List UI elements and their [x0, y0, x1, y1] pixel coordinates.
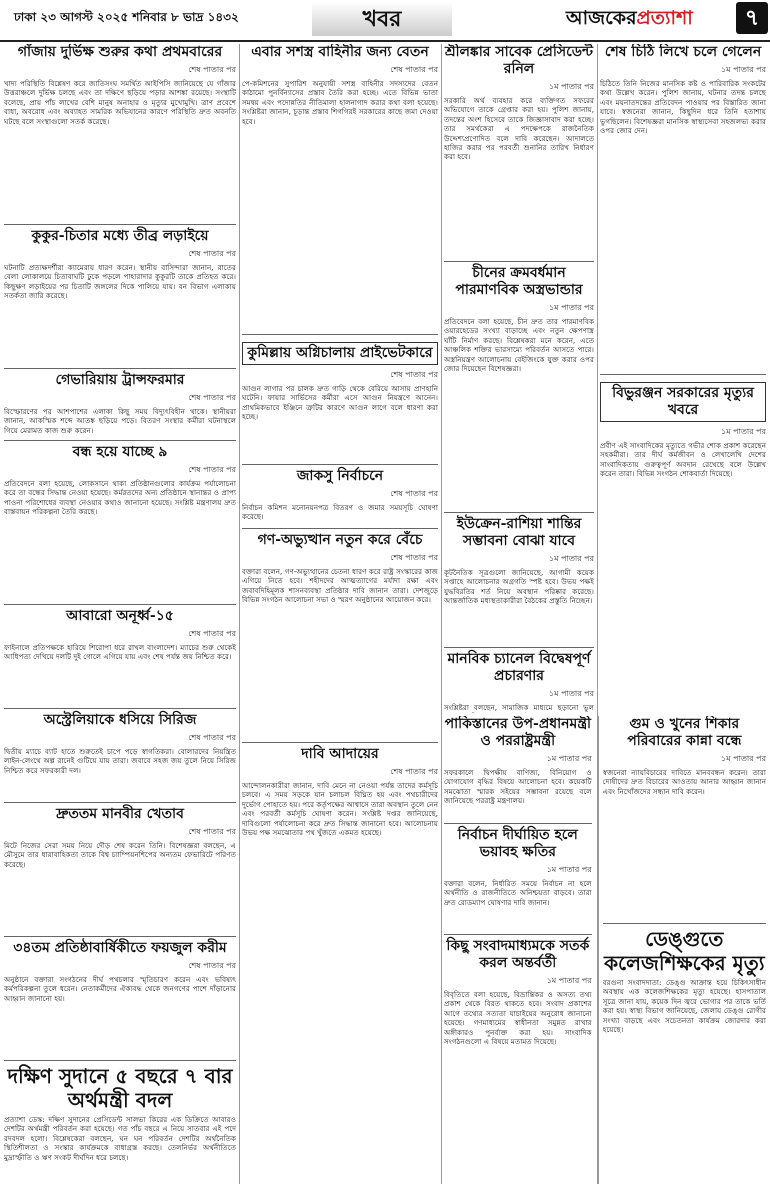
article-headline: শ্রীলঙ্কার সাবেক প্রেসিডেন্ট রনিল [444, 44, 594, 77]
article-body: মিটে নিজের সেরা সময় নিয়ে দৌড় শেষ করেন তিনি। বিশেষজ্ঞরা বলছেন, এ মৌসুমে তার ধারাবাহিকতা তাকে বিশ্ব চ্যাম্পিয়নশিপের অন্যতম ফেভারিটে পরিণত করেছে। [4, 841, 236, 869]
article-body: সফরকালে দ্বিপক্ষীয় বাণিজ্য, বিনিয়োগ ও যোগাযোগ বৃদ্ধির বিষয়ে আলোচনা হবে। কয়েকটি সমঝোতা স্মারক সইয়ের সম্ভাবনা রয়েছে বলে জানিয়েছে পররাষ্ট্র মন্ত্রণালয়। [444, 768, 592, 806]
article [444, 647, 594, 713]
article-headline: গুম ও খুনের শিকার পরিবারের কান্না বন্ধে [627, 716, 742, 749]
article-body: বরগুনা সংবাদদাতা: ডেঙ্গু আক্রান্ত হয়ে চিকিৎসাধীন অবস্থায় এক কলেজশিক্ষকের মৃত্যু হয়েছে। হাসপাতাল সূত্রে জানা যায়, কয়েক দিন জ্বরে ভোগার পর তাকে ভর্তি করা হয়। স্বাস্থ্য বিভাগ জানিয়েছে, জেলায় ডেঙ্গু রোগীর সংখ্যা বাড়ছে এবং সচেতনতা কার্যক্রম জোরদার করা হয়েছে। [602, 978, 766, 1035]
continued-note: ১ম পাতার পর [720, 754, 766, 763]
article-headline: পাকিস্তানের উপ-প্রধানমন্ত্রী ও পররাষ্ট্রমন্ত্রী [444, 716, 592, 749]
section-title: খবর [312, 2, 452, 36]
article-headline: আবারো অনূর্ধ্ব-১৫ [66, 608, 174, 624]
article-body: বক্তারা বলেন, নির্ধারিত সময়ে নির্বাচন না হলে অর্থনীতি ও রাজনীতিতে অনিশ্চয়তা বাড়বে। তারা দ্রুত রোডম্যাপ ঘোষণার দাবি জানান। [444, 879, 592, 907]
article-headline: ৩৪তম প্রতিষ্ঠাবার্ষিকীতে ফয়জুল করীম [13, 940, 227, 956]
continued-note: শেষ পাতার পর [390, 65, 438, 74]
article-headline: এবার সশস্ত্র বাহিনীর জন্য বেতন [251, 44, 429, 60]
article [600, 44, 766, 369]
article-headline: দক্ষিণ সুদানে ৫ বছরে ৭ বার অর্থমন্ত্রী বদল [7, 1064, 233, 1112]
article-body: পে-কমিশনের সুপারিশ অনুযায়ী সশস্ত্র বাহিনীর সদস্যদের বেতন কাঠামো পুনর্বিন্যাসের প্রস্তাব তৈরি করা হচ্ছে। এতে বিভিন্ন ভাতা সমন্বয় এবং পদোন্নতির নীতিমালা হালনাগাদ করার কথা বলা হয়েছে। সংশ্লিষ্টরা জানান, চূড়ান্ত প্রস্তাব শিগগিরই সরকারের কাছে জমা দেওয়া হবে। [242, 79, 438, 126]
continued-note: শেষ পাতার পর [188, 249, 236, 258]
continued-note: শেষ পাতার পর [188, 961, 236, 970]
continued-note: ১ম পাতার পর [548, 689, 594, 698]
article-body: খাদ্য পরিস্থিতি বিশ্লেষণ করে জাতিসংঘ সমর্থিত আইপিসি জানিয়েছে যে গাঁজার উত্তরাঞ্চলে দুর্ভিক্ষ চলছে এবং তা দক্ষিণে ছড়িয়ে পড়ার আশঙ্কা রয়েছে। সংস্থাটি বলেছে, প্রায় পাঁচ লাখের বেশি মানুষ অনাহার ও মৃত্যুর মুখোমুখি। ত্রাণ প্রবেশে বাধা, অবরোধ এবং অব্যাহত সামরিক অভিযানের কারণে পরিস্থিতি দ্রুত অবনতি ঘটছে বলে সংস্থাগুলো সতর্ক করেছে। [4, 79, 236, 126]
column-2 [242, 44, 438, 1184]
article-body: নির্বাচন কমিশন মনোনয়নপত্র বিতরণ ও জমার সময়সূচি ঘোষণা করেছে। [242, 503, 438, 522]
masthead-logo [566, 4, 693, 36]
article-headline: দ্রুততম মানবীর খেতাব [56, 806, 184, 822]
article-headline: বিভুরঞ্জন সরকারের মৃত্যুর খবরে [600, 382, 766, 422]
continued-note: ১ম পাতার পর [548, 82, 594, 91]
lower-right-area [444, 716, 766, 1184]
article-headline: কিছু সংবাদমাধ্যমকে সতর্ক করল অন্তর্বর্তী [446, 938, 590, 971]
article [444, 261, 594, 507]
column-3-bottom [444, 716, 592, 1184]
article [4, 708, 236, 797]
article [242, 528, 438, 737]
article [242, 464, 438, 523]
article [444, 934, 592, 1184]
logo-part-b: প্রত্যাশা [636, 7, 693, 29]
article [444, 512, 594, 644]
article [4, 368, 236, 435]
article [4, 44, 236, 219]
article [242, 742, 438, 1184]
article-headline: শেষ চিঠি লিখে চলে গেলেন [604, 44, 762, 60]
article-headline: জাকসু নির্বাচনে [296, 468, 384, 484]
lower-right-columns [444, 716, 766, 1184]
article-body: বিবৃতিতে বলা হয়েছে, বিভ্রান্তিকর ও অসত্য তথ্য প্রকাশ থেকে বিরত থাকতে হবে। সংবাদ প্রকাশের আগে তথ্যের সত্যতা যাচাইয়ের অনুরোধ জানানো হয়েছে। গণমাধ্যমের স্বাধীনতা সমুন্নত রাখার অঙ্গীকারও পুনর্ব্যক্ত করা হয়। সাংবাদিক সংগঠনগুলো এ বিষয়ে মতামত দিয়েছে। [444, 990, 592, 1047]
article [4, 440, 236, 599]
article [444, 823, 592, 929]
article-headline: গাঁজায় দুর্ভিক্ষ শুরুর কথা প্রথমবারের [17, 44, 223, 60]
article [600, 374, 766, 764]
page-header [0, 0, 770, 42]
article-headline: অস্ট্রেলিয়াকে ধসিয়ে সিরিজ [43, 712, 197, 728]
continued-note: শেষ পাতার পর [188, 465, 236, 474]
article-body: ঘটনাটি প্রত্যক্ষদর্শীরা ক্যামেরায় ধারণ করেন। স্থানীয় বাসিন্দারা জানান, রাতের বেলা লোকালয়ে চিতাবাঘটি ঢুকে পড়লে পাহারাদার কুকুরটি তাকে প্রতিহত করে। কিছুক্ষণ লড়াইয়ের পর চিতাটি জঙ্গলের দিকে পালিয়ে যায়। বন বিভাগ এলাকায় সতর্কতা জারি করেছে। [4, 263, 236, 301]
article [4, 224, 236, 363]
article [242, 334, 438, 459]
issue-date: ঢাকা ২৩ আগস্ট ২০২৫ শনিবার ৮ ভাদ্র ১৪৩২ [14, 10, 239, 24]
article-headline: দাবি আদায়ের [301, 746, 379, 762]
continued-note: শেষ পাতার পর [188, 733, 236, 742]
column-1 [4, 44, 236, 1184]
continued-note: শেষ পাতার পর [188, 393, 236, 402]
article-body: সংশ্লিষ্টরা বলছেন, সামাজিক মাধ্যমে ছড়ানো ভুল [444, 703, 594, 712]
article-body: আন্দোলনকারীরা জানান, দাবি মেনে না নেওয়া পর্যন্ত তাদের কর্মসূচি চলবে। এ সময় সড়কে যান চলাচল বিঘ্নিত হয় এবং পথচারীদের দুর্ভোগ পোহাতে হয়। পরে কর্তৃপক্ষের আশ্বাসে তারা অবস্থান তুলে নেন এবং পরবর্তী কর্মসূচি ঘোষণা করেন। সংশ্লিষ্ট দপ্তর জানিয়েছে, দাবিগুলো পর্যালোচনা করে দ্রুত সিদ্ধান্ত জানানো হবে। আলোচনায় উভয় পক্ষ সমঝোতার পথ খুঁজতে একমত হয়েছে। [242, 781, 438, 838]
article [444, 716, 592, 818]
article-body: দ্বিতীয় ম্যাচে ব্যাট হাতে শুরুতেই চাপে পড়ে স্বাগতিকরা। বোলারদের নিয়ন্ত্রিত লাইন-লেংথে অল্প রানেই গুটিয়ে যায় তারা। জবাবে সহজ জয় তুলে নিয়ে সিরিজ নিশ্চিত করে সফরকারী দল। [4, 747, 236, 775]
article [242, 44, 438, 329]
article [444, 44, 594, 256]
continued-note: শেষ পাতার পর [390, 370, 438, 379]
article-headline: নির্বাচন দীর্ঘায়িত হলে ভয়াবহ ক্ষতির [457, 827, 578, 860]
column-rule [239, 44, 240, 1184]
article [4, 1060, 236, 1184]
continued-note: শেষ পাতার পর [390, 553, 438, 562]
article-body: ফাইনালে প্রতিপক্ষকে হারিয়ে শিরোপা ধরে রাখল বাংলাদেশ। ম্যাচের শুরু থেকেই আধিপত্য দেখিয়ে দলটি দুই গোলে এগিয়ে যায় এবং শেষ পর্যন্ত জয় নিশ্চিত করে। [4, 643, 236, 662]
column-3-lower [444, 644, 594, 714]
continued-note: শেষ পাতার পর [188, 827, 236, 836]
continued-note: ১ম পাতার পর [720, 427, 766, 436]
article-headline: ইউক্রেন-রাশিয়া শান্তির সম্ভাবনা বোঝা যাবে [456, 516, 582, 549]
article-headline: বন্ধ হয়ে যাচ্ছে ৯ [72, 444, 168, 460]
continued-note: ১ম পাতার পর [546, 865, 592, 874]
article-body: প্রতিবেদনে বলা হয়েছে, চীন দ্রুত তার পারমাণবিক ওয়ারহেডের সংখ্যা বাড়াচ্ছে এবং নতুন ক্ষেপণাস্ত্র ঘাঁটি নির্মাণ করছে। বিশ্লেষকরা মনে করেন, এতে আঞ্চলিক শক্তির ভারসাম্যে পরিবর্তন আসতে পারে। অস্ত্রনিয়ন্ত্রণ আলোচনায় বেইজিংকে যুক্ত করার ওপর জোর দিয়েছেন বিশেষজ্ঞরা। [444, 317, 594, 374]
article-headline: গণ-অভ্যুত্থান নতুন করে বেঁচে [257, 532, 423, 548]
logo-part-a: আজকের [566, 7, 637, 29]
article-headline: কুমিল্লায় অগ্নিচালায় প্রাইভেটকারে [242, 342, 438, 365]
article-headline: কুকুর-চিতার মধ্যে তীব্র লড়াইয়ে [31, 228, 209, 244]
article-body: আগুন লাগার পর চালক দ্রুত গাড়ি থেকে বেরিয়ে আসায় প্রাণহানি ঘটেনি। ফায়ার সার্ভিসের কর্মীরা এসে আগুন নিয়ন্ত্রণে আনেন। প্রাথমিকভাবে ইঞ্জিনে ত্রুটির কারণে আগুন লাগে বলে ধারণা করা হচ্ছে। [242, 384, 438, 422]
continued-note: শেষ পাতার পর [390, 489, 438, 498]
article-body: কূটনৈতিক সূত্রগুলো জানিয়েছে, আগামী কয়েক সপ্তাহে আলোচনার অগ্রগতি স্পষ্ট হবে। উভয় পক্ষই যুদ্ধবিরতির শর্ত নিয়ে অবস্থান পরিষ্কার করেছে। আন্তর্জাতিক মধ্যস্থতাকারীরা বৈঠকের প্রস্তুতি নিচ্ছেন। [444, 568, 594, 606]
page-number: ৭ [736, 2, 768, 34]
article [4, 604, 236, 703]
article-headline: গেভারিয়ায় ট্রান্সফরমার [55, 372, 185, 388]
article-body: সরকারি অর্থ ব্যবহার করে ব্যক্তিগত সফরের অভিযোগে তাকে গ্রেপ্তার করা হয়। পুলিশ জানায়, তদন্তের অংশ হিসেবে তাকে জিজ্ঞাসাবাদ করা হচ্ছে। তার সমর্থকেরা এ পদক্ষেপকে রাজনৈতিক উদ্দেশ্যপ্রণোদিত বলে দাবি করেছেন। আদালতে হাজির করার পর পরবর্তী শুনানির তারিখ নির্ধারণ করা হবে। [444, 96, 594, 162]
article-headline: ডেঙ্গুতে কলেজশিক্ষকের মৃত্যু [604, 927, 765, 975]
column-rule [441, 44, 442, 1184]
continued-note: ১ম পাতার পর [548, 303, 594, 312]
article-headline: মানবিক চ্যানেল বিদ্বেষপূর্ণ প্রচারণার [447, 651, 591, 684]
column-4-bottom [598, 716, 766, 1184]
article-body: প্রত্যাশা ডেস্ক: দক্ষিণ সুদানের প্রেসিডেন্ট সালভা কিরের এক ডিক্রিতে আবারও দেশটির অর্থমন্ত্রী পরিবর্তন করা হয়েছে। গত পাঁচ বছরে এ নিয়ে সাতবার এই পদে রদবদল হলো। বিশ্লেষকেরা বলছেন, ঘন ঘন পরিবর্তন দেশটির অর্থনৈতিক স্থিতিশীলতা ও সংস্কার কার্যক্রমকে বাধাগ্রস্ত করছে। তেলনির্ভর অর্থনীতিতে মুদ্রাস্ফীতি ও ঋণ সংকট দীর্ঘদিন ধরে চলছে। [4, 1115, 236, 1162]
article [603, 923, 766, 1158]
continued-note: ১ম পাতার পর [548, 554, 594, 563]
column-4 [600, 44, 766, 764]
article [603, 716, 766, 918]
article-body: বক্তারা বলেন, গণ-অভ্যুত্থানের চেতনা ধারণ করে রাষ্ট্র সংস্কারের কাজ এগিয়ে নিতে হবে। শহীদদের আত্মত্যাগের মর্যাদা রক্ষা এবং জবাবদিহিমূলক শাসনব্যবস্থা প্রতিষ্ঠার দাবি জানান তারা। দেশজুড়ে বিভিন্ন সংগঠন আলোচনা সভা ও স্মরণ অনুষ্ঠানের আয়োজন করে। [242, 567, 438, 605]
article-body: স্বজনেরা ন্যায়বিচারের দাবিতে মানববন্ধন করেন। তারা দোষীদের দ্রুত বিচারের আওতায় আনার আহ্বান জানান এবং নিখোঁজদের সন্ধান দাবি করেন। [602, 768, 766, 796]
column-3 [444, 44, 594, 644]
article-body: প্রবীণ এই সাংবাদিকের মৃত্যুতে গভীর শোক প্রকাশ করেছেন সহকর্মীরা। তার দীর্ঘ কর্মজীবন ও লেখালেখি দেশের সাংবাদিকতায় গুরুত্বপূর্ণ অবদান রেখেছে বলে উল্লেখ করেন তারা। বিভিন্ন সংগঠন শোকবার্তা দিয়েছে। [600, 441, 766, 479]
article-headline: চীনের ক্রমবর্ধমান পারমাণবিক অস্ত্রভান্ডার [455, 265, 583, 298]
continued-note: শেষ পাতার পর [188, 629, 236, 638]
article [4, 802, 236, 931]
article-body: প্রতিবেদনে বলা হয়েছে, লোকসানে থাকা প্রতিষ্ঠানগুলোর কার্যক্রম পর্যালোচনা করে তা বন্ধের সিদ্ধান্ত নেওয়া হয়েছে। কর্মরতদের অন্য প্রতিষ্ঠানে স্থানান্তর ও প্রাপ্য পাওনা পরিশোধের ব্যবস্থা নেওয়ার কথাও জানানো হয়েছে। সংশ্লিষ্ট মন্ত্রণালয় দ্রুত বাস্তবায়ন পরিকল্পনা তৈরি করছে। [4, 479, 236, 517]
continued-note: ১ম পাতার পর [720, 65, 766, 74]
article-body: অনুষ্ঠানে বক্তারা সংগঠনের দীর্ঘ পথচলার স্মৃতিচারণ করেন এবং ভবিষ্যৎ কর্মপরিকল্পনা তুলে ধরেন। নেতাকর্মীদের ঐক্যবদ্ধ থেকে জনগণের পাশে দাঁড়ানোর আহ্বান জানানো হয়। [4, 975, 236, 1003]
continued-note: শেষ পাতার পর [188, 65, 236, 74]
continued-note: ১ম পাতার পর [546, 754, 592, 763]
article-body: বিস্ফোরণের পর আশপাশের এলাকা কিছু সময় বিদ্যুৎবিহীন থাকে। স্থানীয়রা জানান, আকস্মিক শব্দে আতঙ্ক ছড়িয়ে পড়ে। বিতরণ সংস্থার কর্মীরা ঘটনাস্থলে গিয়ে মেরামত কাজ শুরু করেন। [4, 407, 236, 435]
continued-note: ১ম পাতার পর [546, 976, 592, 985]
continued-note: শেষ পাতার পর [390, 767, 438, 776]
article-body: চিঠিতে তিনি নিজের মানসিক কষ্ট ও পারিবারিক সংকটের কথা উল্লেখ করেন। পুলিশ জানায়, ঘটনার তদন্ত চলছে এবং ময়নাতদন্তের প্রতিবেদন পাওয়ার পর বিস্তারিত জানা যাবে। স্বজনেরা জানান, কিছুদিন ধরে তিনি হতাশায় ভুগছিলেন। বিশেষজ্ঞরা মানসিক স্বাস্থ্যসেবা সহজলভ্য করার ওপর জোর দেন। [600, 79, 766, 136]
article [4, 936, 236, 1055]
